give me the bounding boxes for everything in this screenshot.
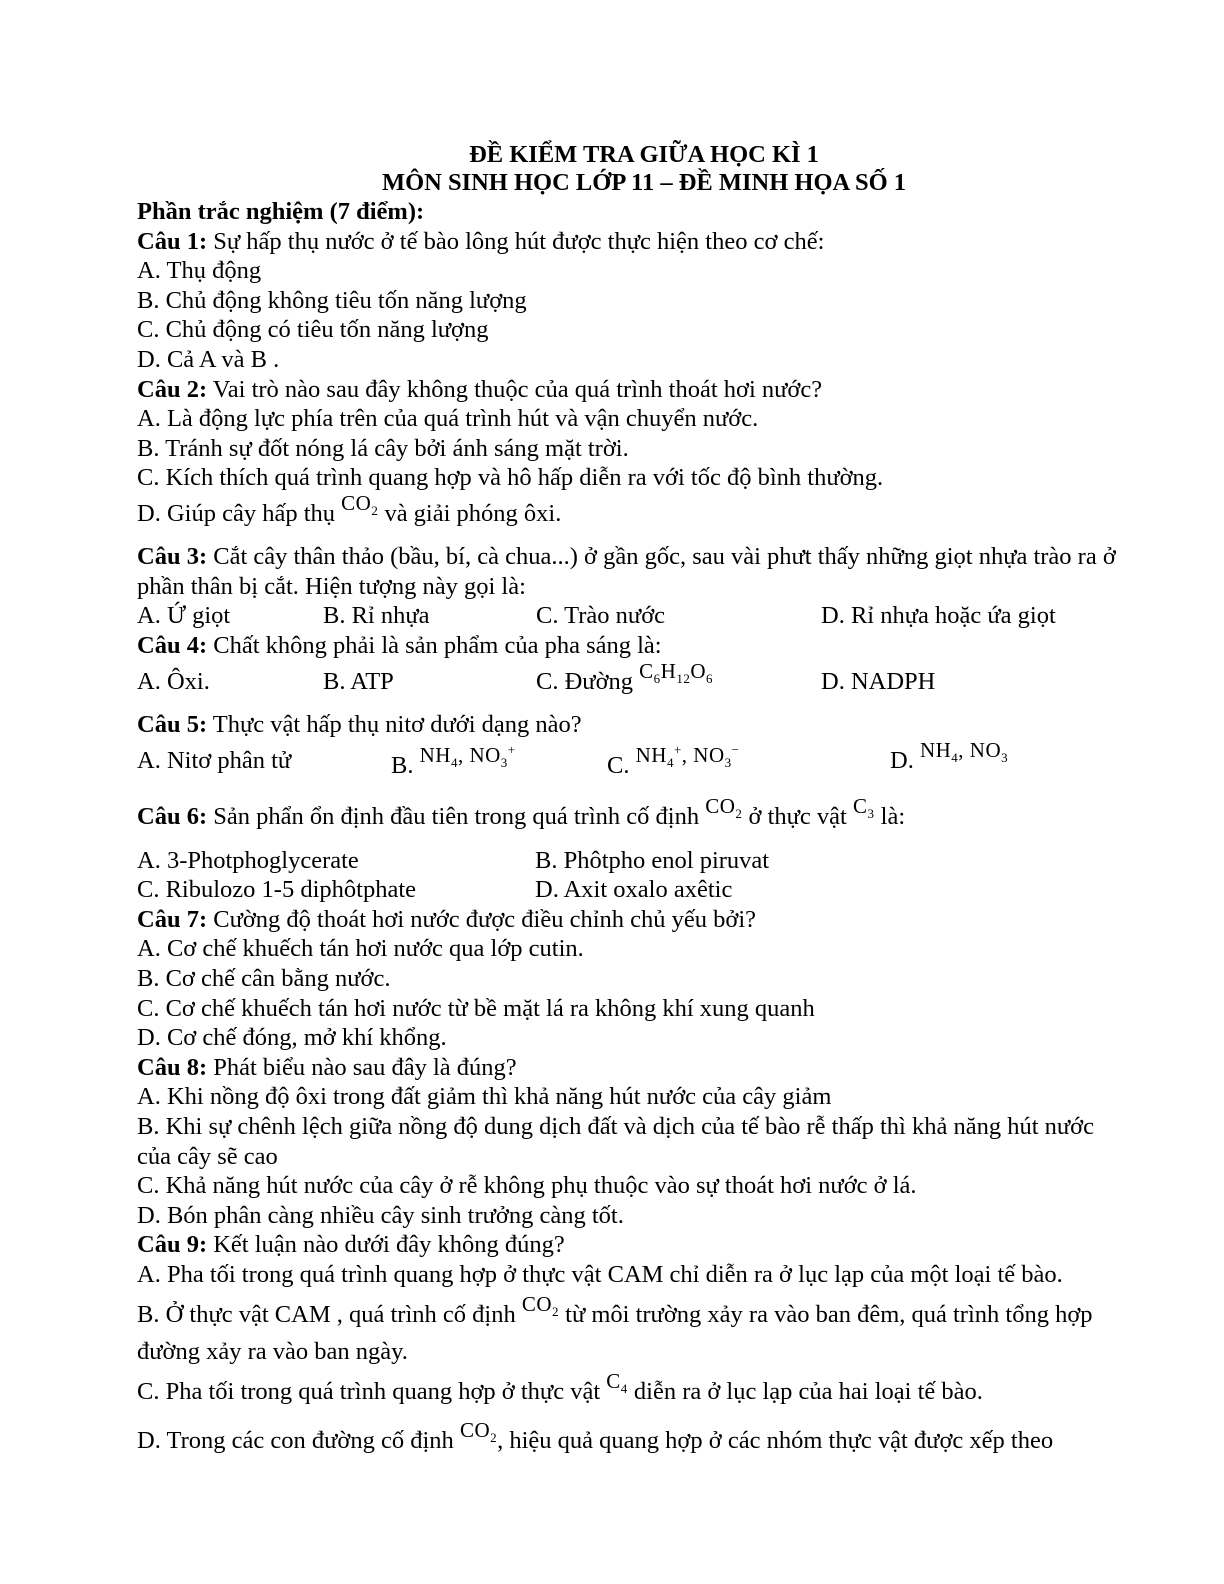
- q5-options: [137, 739, 1127, 796]
- q8-option-b: B. Khi sự chênh lệch giữa nồng độ dung dịch đất và dịch của tế bào rễ thấp thì khả năng hút nước của cây sẽ cao: [137, 1113, 1095, 1170]
- formula-c4: $C_4$: [606, 1368, 628, 1397]
- q9-option-d: D. Trong các con đường cố định $CO_2$, hiệu quả quang hợp ở các nhóm thực vật được xếp theo: [137, 1418, 1054, 1455]
- q7-option-c: C. Cơ chế khuếch tán hơi nước từ bề mặt lá ra không khí xung quanh: [137, 994, 815, 1022]
- formula-co2: $CO_2$: [705, 794, 743, 822]
- question-3: [137, 542, 1127, 601]
- question-label: Câu 3:: [137, 543, 208, 571]
- q6-option-a: A. 3-Photphoglycerate: [137, 846, 359, 874]
- q3-option-d: D. Rỉ nhựa hoặc ứa giọt: [821, 602, 1056, 630]
- q3-option-a: A. Ứ giọt: [137, 602, 231, 630]
- exam-page: [137, 141, 1127, 1469]
- q1-option-b: B. Chủ động không tiêu tốn năng lượng: [137, 286, 527, 314]
- question-text: Chất không phải là sản phẩm của pha sáng là:: [207, 631, 662, 659]
- section-heading: Phần trắc nghiệm (7 điểm):: [137, 198, 425, 225]
- formula-glucose: $C_6H_{12}O_6$: [639, 658, 714, 686]
- formula-c3: $C_3$: [853, 794, 875, 822]
- q1-option-a: A. Thụ động: [137, 257, 262, 285]
- question-text: Thực vật hấp thụ nitơ dưới dạng nào?: [207, 710, 582, 738]
- q3-options: [137, 601, 1127, 631]
- q8-option-d: D. Bón phân càng nhiều cây sinh trưởng càng tốt.: [137, 1201, 624, 1229]
- question-text: Vai trò nào sau đây không thuộc của quá trình thoát hơi nước?: [207, 375, 823, 403]
- q5-option-a: A. Nitơ phân tử: [137, 747, 292, 775]
- question-label: Câu 2:: [137, 375, 208, 403]
- q5-option-c: C. $NH_4^+$, $NO_3^-$: [607, 742, 740, 780]
- formula-nh4plus-no3minus: $NH_4^+$, $NO_3^-$: [635, 742, 740, 771]
- question-text: Sự hấp thụ nước ở tế bào lông hút được thực hiện theo cơ chế:: [207, 227, 825, 255]
- q3-option-b: B. Rỉ nhựa: [323, 602, 430, 630]
- question-text: Cắt cây thân thảo (bầu, bí, cà chua...) ở gần gốc, sau vài phưt thấy những giọt nhựa trào ra ở phần thân bị cắt. Hiện tượng này gọi là:: [137, 543, 1116, 600]
- q1-option-c: C. Chủ động có tiêu tốn năng lượng: [137, 316, 489, 344]
- formula-co2: $CO_2$: [459, 1418, 498, 1446]
- formula-co2: $CO_2$: [521, 1291, 560, 1319]
- q2-option-a: A. Là động lực phía trên của quá trình hút và vận chuyển nước.: [137, 405, 759, 433]
- q6-option-d: D. Axit oxalo axêtic: [535, 876, 733, 904]
- q4-option-c: C. Đường $C_6H_{12}O_6$: [536, 658, 714, 695]
- question-label: Câu 7:: [137, 905, 208, 933]
- q2-option-d: D. Giúp cây hấp thụ $CO_2$ và giải phóng ôxi.: [137, 490, 562, 527]
- q6-option-b: B. Phôtpho enol piruvat: [535, 846, 770, 874]
- question-5: [137, 710, 1127, 740]
- formula-nh4-no3: $NH_4$, $NO_3$: [919, 738, 1009, 766]
- question-text: Cường độ thoát hơi nước được điều chỉnh chủ yếu bởi?: [207, 905, 757, 933]
- question-text: Kết luận nào dưới đây không đúng?: [207, 1231, 565, 1259]
- question-4: [137, 631, 1127, 661]
- q9-option-a: A. Pha tối trong quá trình quang hợp ở thực vật CAM chỉ diễn ra ở lục lạp của một loại tế bào.: [137, 1260, 1063, 1288]
- q7-option-b: B. Cơ chế cân bằng nước.: [137, 965, 391, 993]
- question-label: Câu 4:: [137, 631, 208, 659]
- q7-option-a: A. Cơ chế khuếch tán hơi nước qua lớp cutin.: [137, 935, 584, 963]
- q4-option-a: A. Ôxi.: [137, 667, 210, 695]
- exam-title: ĐỀ KIỂM TRA GIỮA HỌC KÌ 1: [469, 141, 819, 168]
- q6-options-row2: [137, 875, 1127, 905]
- question-1: [137, 227, 1127, 257]
- q8-option-c: C. Khả năng hút nước của cây ở rễ không phụ thuộc vào sự thoát hơi nước ở lá.: [137, 1172, 917, 1200]
- exam-subtitle: MÔN SINH HỌC LỚP 11 – ĐỀ MINH HỌA SỐ 1: [381, 169, 907, 196]
- question-label: Câu 5:: [137, 710, 208, 738]
- q4-option-d: D. NADPH: [821, 667, 936, 695]
- question-label: Câu 1:: [137, 227, 208, 255]
- formula-co2: $CO_2$: [341, 490, 379, 519]
- question-7: [137, 905, 1127, 935]
- question-text: Phát biểu nào sau đây là đúng?: [207, 1053, 517, 1081]
- q5-option-d: D. $NH_4$, $NO_3$: [890, 738, 1009, 775]
- q6-option-c: C. Ribulozo 1-5 diphôtphate: [137, 876, 416, 904]
- question-label: Câu 9:: [137, 1231, 208, 1259]
- q4-options: [137, 658, 1127, 710]
- q7-option-d: D. Cơ chế đóng, mở khí khổng.: [137, 1024, 447, 1052]
- question-2: [137, 375, 1127, 405]
- question-6: Câu 6: Sản phẩn ổn định đầu tiên trong quá trình cố định $CO_2$ ở thực vật $C_3$ là:: [137, 794, 906, 831]
- formula-nh4-no3-plus: $NH_4$, $NO_3^+$: [419, 742, 516, 771]
- question-9: [137, 1230, 1127, 1260]
- question-8: [137, 1053, 1127, 1083]
- question-label: Câu 8:: [137, 1053, 208, 1081]
- q3-option-c: C. Trào nước: [536, 602, 666, 630]
- q9-option-b: B. Ở thực vật CAM , quá trình cố định $CO_2$ từ môi trường xảy ra vào ban đêm, quá trình tổng hợp đường xảy ra vào ban ngày.: [137, 1291, 1093, 1366]
- q1-option-d: D. Cả A và B .: [137, 345, 280, 373]
- q2-option-b: B. Tránh sự đốt nóng lá cây bởi ánh sáng mặt trời.: [137, 434, 629, 462]
- q4-option-b: B. ATP: [323, 667, 394, 695]
- q9-option-c: C. Pha tối trong quá trình quang hợp ở thực vật $C_4$ diễn ra ở lục lạp của hai loại tế bào.: [137, 1368, 983, 1405]
- q6-options-row1: [137, 846, 1127, 876]
- question-label: Câu 6:: [137, 803, 208, 831]
- q8-option-a: A. Khi nồng độ ôxi trong đất giảm thì khả năng hút nước của cây giảm: [137, 1083, 832, 1111]
- q2-option-c: C. Kích thích quá trình quang hợp và hô hấp diễn ra với tốc độ bình thường.: [137, 464, 884, 492]
- q5-option-b: B. $NH_4$, $NO_3^+$: [391, 742, 516, 780]
